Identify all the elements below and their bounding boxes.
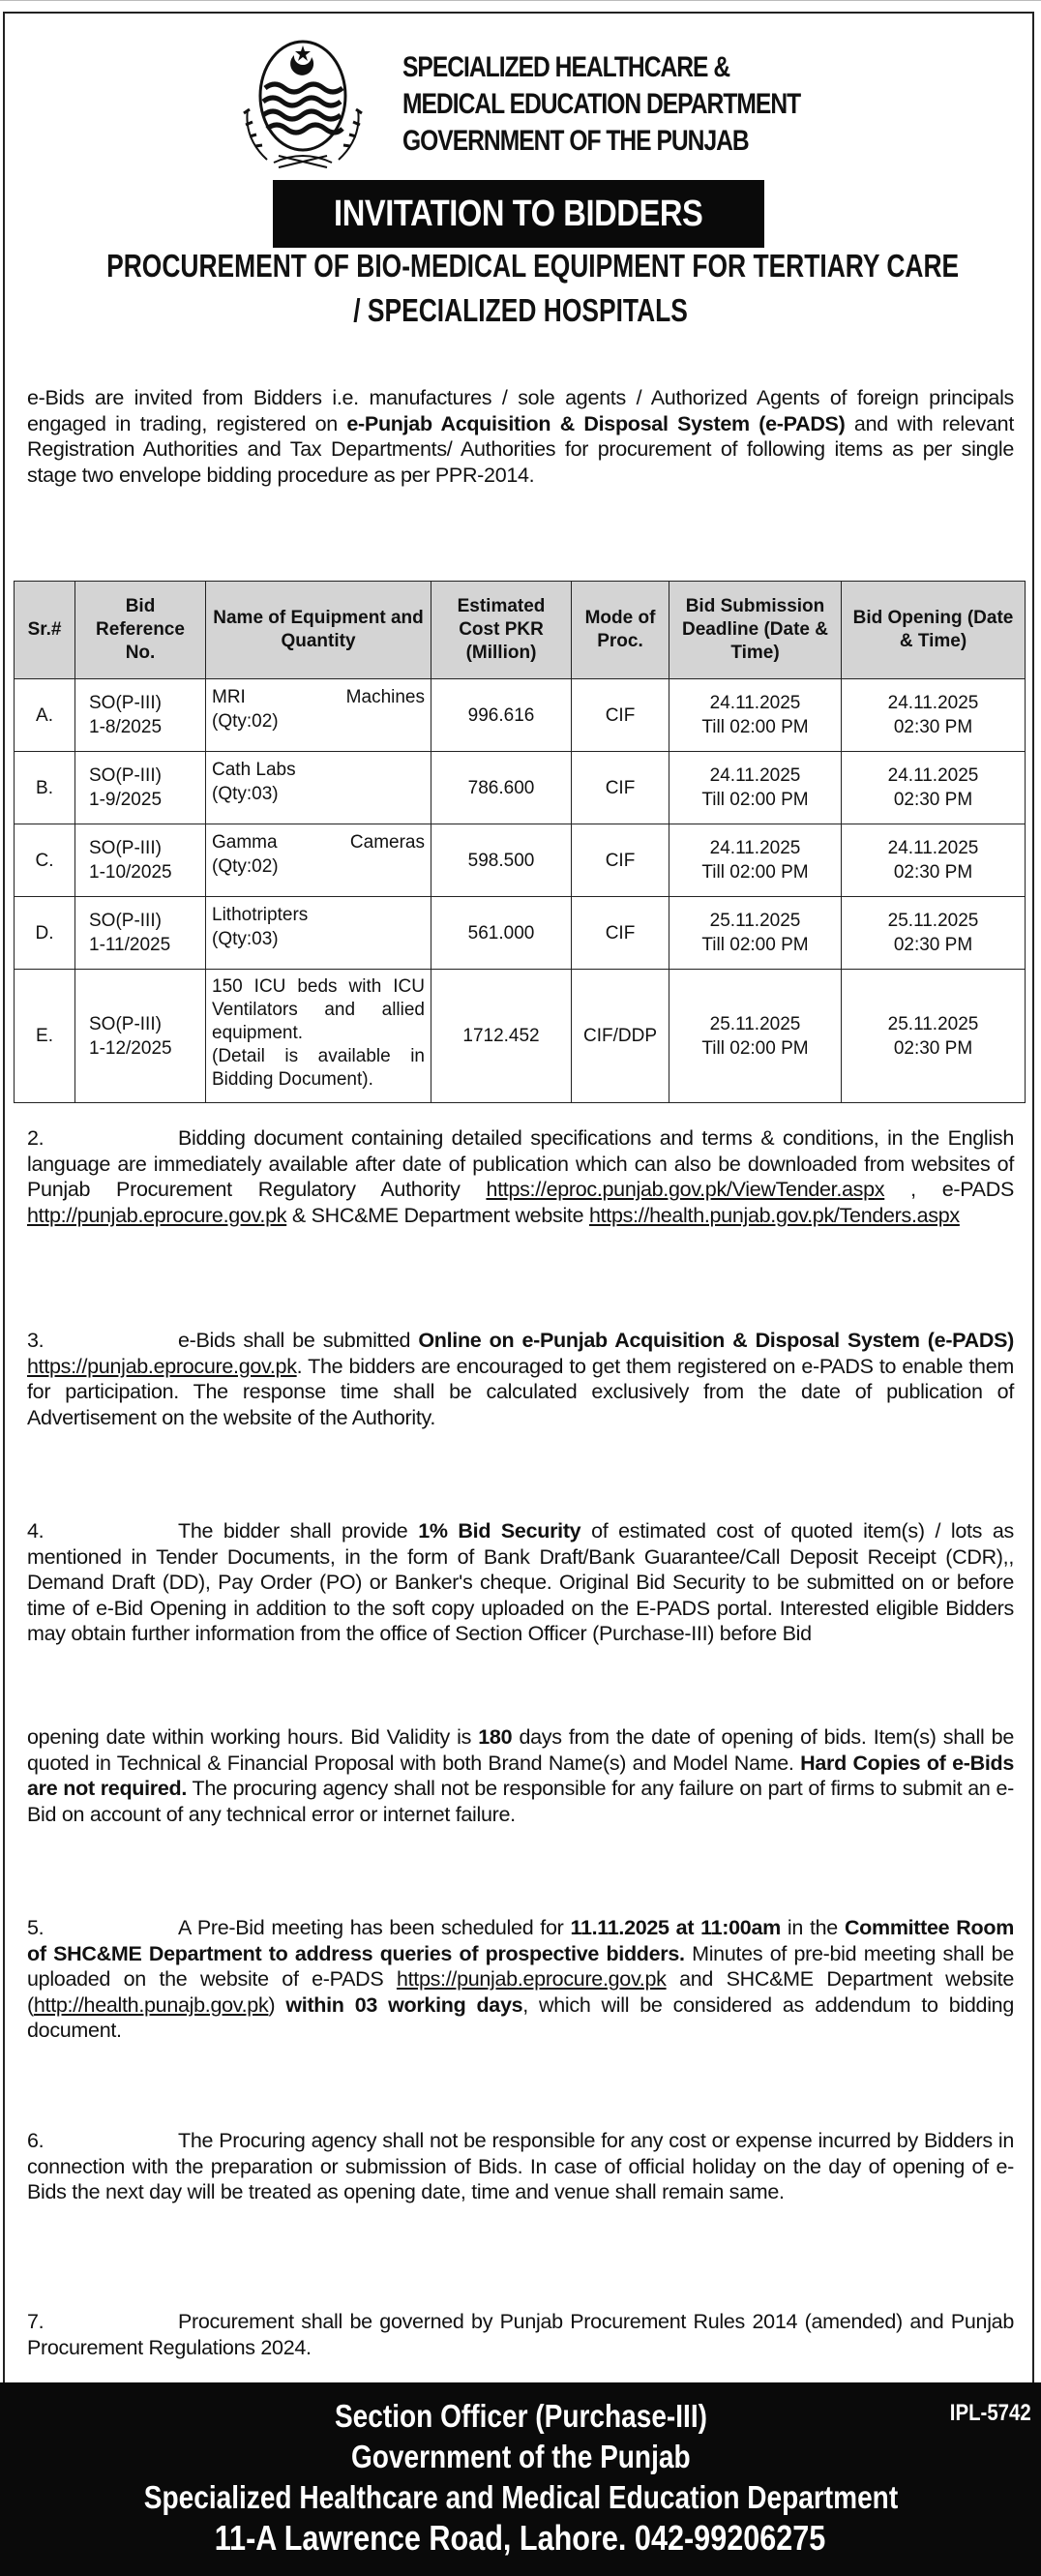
footer-line-2 [0, 2437, 1041, 2477]
col-bid-ref: Bid Reference No. [75, 582, 206, 679]
bids-table [14, 581, 1026, 1103]
clause-number: 3. [27, 1329, 45, 1352]
ipl-text: IPL-5742 [950, 2400, 1031, 2426]
signature-footer [0, 2382, 1041, 2576]
invitation-banner [273, 180, 764, 248]
cell-ref: SO(P-III) 1-9/2025 [75, 752, 206, 824]
cell-submission: 24.11.2025 Till 02:00 PM [669, 679, 842, 752]
dept-line-1: SPECIALIZED HEALTHCARE & [402, 51, 730, 83]
clause-text: The procuring agency shall not be responsible for any failure on part of firms to submit an e-Bid on account of any technical error or internet failure. [27, 1777, 1014, 1826]
clause-text: e-Bids shall be submitted [178, 1329, 419, 1352]
procurement-title-line-1 [0, 248, 1041, 285]
cell-sr: A. [15, 679, 75, 752]
cell-sr: D. [15, 897, 75, 970]
col-opening: Bid Opening (Date & Time) [842, 582, 1026, 679]
dept-line-2: MEDICAL EDUCATION DEPARTMENT [402, 88, 801, 120]
cell-mode: CIF [572, 679, 669, 752]
cell-opening: 24.11.2025 02:30 PM [842, 752, 1026, 824]
epads-link[interactable]: https://punjab.eprocure.gov.pk [396, 1967, 667, 1992]
clause-6 [27, 2128, 1014, 2205]
cell-ref: SO(P-III) 1-8/2025 [75, 679, 206, 752]
col-mode: Mode of Proc. [572, 582, 669, 679]
cell-cost: 598.500 [431, 824, 572, 897]
intro-paragraph [27, 385, 1014, 488]
col-equipment: Name of Equipment and Quantity [206, 582, 431, 679]
footer-line-4 [0, 2518, 1041, 2559]
clause-text: , which will be considered as addendum to bidding document. [27, 1992, 1014, 2043]
title-text-1: PROCUREMENT OF BIO-MEDICAL EQUIPMENT FOR TERTIARY CARE [106, 248, 960, 284]
cell-sr: C. [15, 824, 75, 897]
title-text-2: / SPECIALIZED HOSPITALS [353, 292, 688, 328]
cell-ref: SO(P-III) 1-10/2025 [75, 824, 206, 897]
cell-cost: 786.600 [431, 752, 572, 824]
clause-number: 6. [27, 2129, 45, 2152]
clause-text: days from the date of opening of bids. Item(s) shall be quoted in Technical & Financial Proposal with both Brand Name(s) and Model Name. [27, 1725, 1014, 1775]
cell-mode: CIF [572, 824, 669, 897]
clause-bold: Hard Copies of e-Bids are not required. [27, 1751, 1014, 1801]
clause-text: Minutes of pre-bid meeting shall be uploaded on the website of e-PADS [27, 1941, 1014, 1992]
clause-text: and SHC&ME Department website ( [27, 1967, 1014, 2017]
cell-cost: 996.616 [431, 679, 572, 752]
clause-number: 2. [27, 1126, 45, 1150]
procurement-title-line-2 [0, 292, 1041, 329]
department-name [402, 49, 800, 160]
cell-opening: 25.11.2025 02:30 PM [842, 970, 1026, 1103]
table-row [15, 824, 1026, 897]
clause-text: . The bidders are encouraged to get them registered on e-PADS to enable them for participation. The response time shall be calculated exclusively from the date of publication of Advertisement on the website of the Authority. [27, 1354, 1014, 1429]
clause-number: 4. [27, 1519, 45, 1543]
cell-equipment: 150 ICU beds with ICU Ventilators and allied equipment. (Detail is available in Bidding Document). [206, 970, 431, 1103]
clause-bold: Committee Room of SHC&ME Department to address queries of prospective bidders. [27, 1916, 1015, 1965]
clause-number: 5. [27, 1916, 45, 1939]
clause-text: The Procuring agency shall not be responsible for any cost or expense incurred by Bidders in connection with the preparation or submission of Bids. In case of official holiday on the day of opening of e-Bids the next day will be treated as opening date, time and venue shall remain same. [27, 2129, 1014, 2204]
clause-text: of estimated cost of quoted item(s) / lots as mentioned in Tender Documents, in the form of Bank Draft/Bank Guarantee/Call Deposit Receipt (CDR),, Demand Draft (DD), Pay Order (PO) or Banker's cheque. Original Bid Security to be submitted on or before time of e-Bid Opening in addition to the soft copy uploaded on the E-PADS portal. Interested eligible Bidders may obtain further information from the office of Section Officer (Purchase-III) before Bid [27, 1519, 1014, 1646]
footer-text: 11-A Lawrence Road, Lahore. 042-99206275 [215, 2518, 826, 2558]
clause-bold: 180 [478, 1725, 513, 1749]
cell-opening: 24.11.2025 02:30 PM [842, 824, 1026, 897]
table-header-row [15, 582, 1026, 679]
footer-text: Specialized Healthcare and Medical Education Department [143, 2479, 898, 2515]
col-sr: Sr.# [15, 582, 75, 679]
cell-mode: CIF [572, 752, 669, 824]
cell-submission: 25.11.2025 Till 02:00 PM [669, 970, 842, 1103]
epads-link[interactable]: https://punjab.eprocure.gov.pk [27, 1354, 297, 1378]
cell-opening: 25.11.2025 02:30 PM [842, 897, 1026, 970]
footer-text: Government of the Punjab [350, 2439, 691, 2474]
footer-line-3 [0, 2477, 1041, 2518]
cell-sr: E. [15, 970, 75, 1103]
clause-text: The bidder shall provide [178, 1519, 419, 1543]
epads-link[interactable]: http://punjab.eprocure.gov.pk [27, 1203, 287, 1227]
table-row [15, 679, 1026, 752]
col-submission: Bid Submission Deadline (Date & Time) [669, 582, 842, 679]
cell-equipment: Lithotripters (Qty:03) [206, 897, 431, 970]
health-dept-link[interactable]: http://health.punajb.gov.pk [33, 1992, 269, 2017]
table-row [15, 897, 1026, 970]
clause-bold: 11.11.2025 at 11:00am [570, 1916, 781, 1939]
cell-sr: B. [15, 752, 75, 824]
dept-line-3: GOVERNMENT OF THE PUNJAB [402, 125, 749, 157]
cell-submission: 25.11.2025 Till 02:00 PM [669, 897, 842, 970]
ppra-link[interactable]: https://eproc.punjab.gov.pk/ViewTender.aspx [486, 1178, 885, 1202]
clause-3 [27, 1328, 1014, 1430]
ipl-code [936, 2400, 1031, 2427]
clause-bold: 1% Bid Security [418, 1519, 581, 1543]
clause-5 [27, 1915, 1014, 2044]
punjab-emblem-icon [230, 32, 375, 177]
clause-2 [27, 1125, 1014, 1228]
cell-submission: 24.11.2025 Till 02:00 PM [669, 752, 842, 824]
clause-bold: within 03 working days [285, 1992, 523, 2017]
cell-equipment: MRI Machines (Qty:02) [206, 679, 431, 752]
cell-equipment: Gamma Cameras (Qty:02) [206, 824, 431, 897]
shcme-tenders-link[interactable]: https://health.punjab.gov.pk/Tenders.aspx [588, 1203, 960, 1227]
clause-text: Bidding document containing detailed specifications and terms & conditions, in the English language are immediately available after date of publication which can also be downloaded from websites of Punjab Procurement Regulatory Authority [27, 1126, 1014, 1202]
cell-submission: 24.11.2025 Till 02:00 PM [669, 824, 842, 897]
clause-number: 7. [27, 2310, 45, 2333]
clause-text: , e-PADS [884, 1178, 1014, 1202]
cell-ref: SO(P-III) 1-11/2025 [75, 897, 206, 970]
clause-text: in the [780, 1916, 845, 1939]
intro-bold: e-Punjab Acquisition & Disposal System (e-PADS) [346, 411, 846, 435]
cell-equipment: Cath Labs (Qty:03) [206, 752, 431, 824]
intro-text-1: e-Bids are invited from Bidders i.e. manufactures / sole agents / Authorized Agents of foreign principals engaged in trading, registered on [27, 386, 1014, 435]
cell-cost: 1712.452 [431, 970, 572, 1103]
table-row [15, 752, 1026, 824]
cell-mode: CIF [572, 897, 669, 970]
clause-text: opening date within working hours. Bid Validity is [27, 1725, 479, 1749]
letterhead [230, 27, 811, 182]
clause-4 [27, 1518, 1014, 1647]
banner-text: INVITATION TO BIDDERS [334, 193, 703, 234]
intro-text-2: and with relevant Registration Authorities and Tax Departments/ Authorities for procurement of following items as per single stage two envelope bidding procedure as per PPR-2014. [27, 411, 1014, 487]
clause-4-continued [27, 1724, 1014, 1827]
clause-text: ) [268, 1992, 286, 2017]
cell-opening: 24.11.2025 02:30 PM [842, 679, 1026, 752]
footer-line-1 [0, 2396, 1041, 2437]
clause-7 [27, 2309, 1014, 2360]
cell-cost: 561.000 [431, 897, 572, 970]
clause-bold: Online on e-Punjab Acquisition & Disposal System (e-PADS) [418, 1329, 1014, 1352]
col-cost: Estimated Cost PKR (Million) [431, 582, 572, 679]
clause-text: Procurement shall be governed by Punjab Procurement Rules 2014 (amended) and Punjab Procurement Regulations 2024. [27, 2310, 1014, 2359]
clause-text: A Pre-Bid meeting has been scheduled for [178, 1916, 571, 1939]
cell-ref: SO(P-III) 1-12/2025 [75, 970, 206, 1103]
page-top-edge [0, 0, 1041, 7]
cell-mode: CIF/DDP [572, 970, 669, 1103]
footer-text: Section Officer (Purchase-III) [334, 2398, 707, 2434]
table-row [15, 970, 1026, 1103]
clause-text: & SHC&ME Department website [286, 1203, 589, 1227]
